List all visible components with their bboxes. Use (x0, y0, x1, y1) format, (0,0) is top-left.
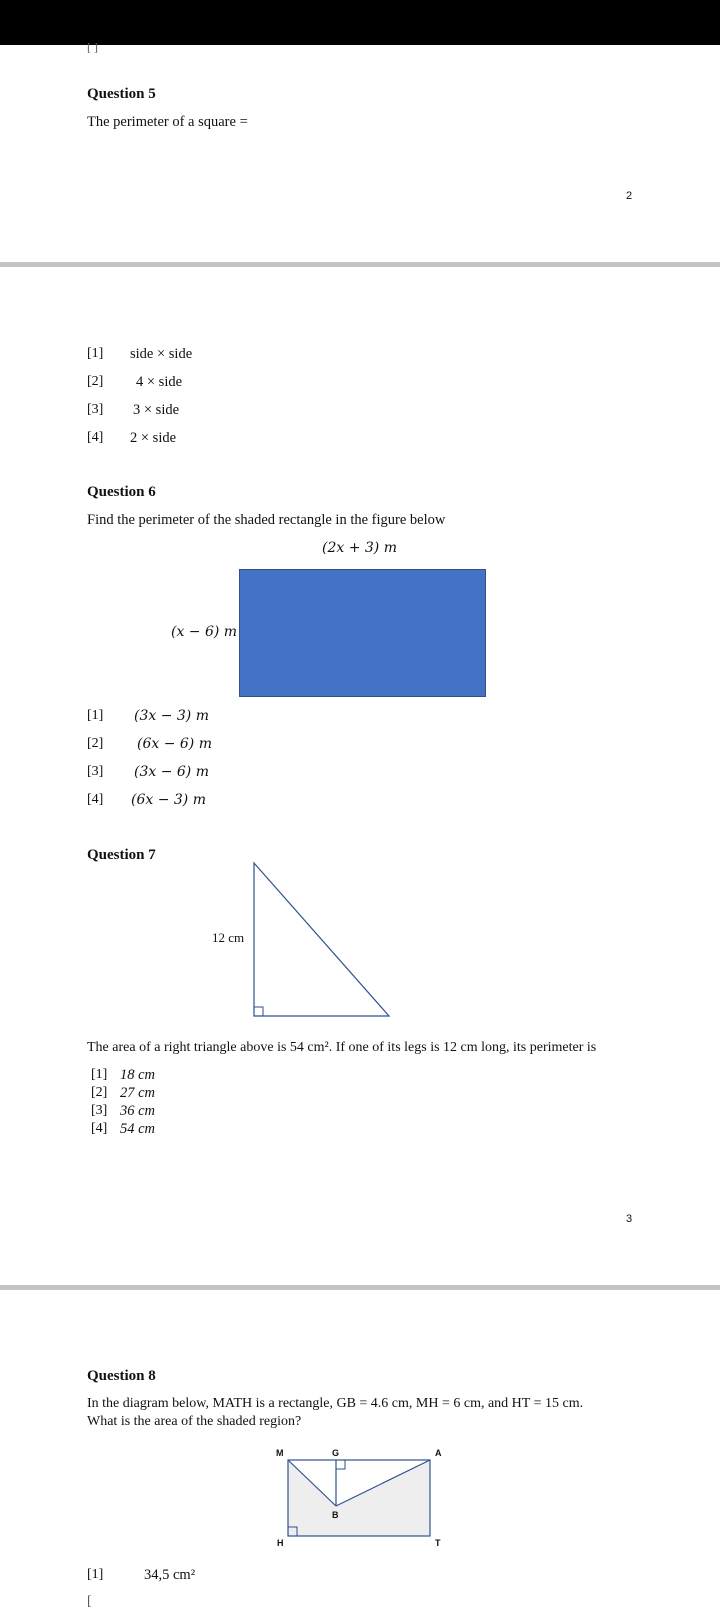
q8-option-1-text: 34,5 cm² (144, 1567, 196, 1583)
q6-option-1-number: [1] (87, 708, 104, 723)
question-8-prompt-line-1: In the diagram below, MATH is a rectangle, GB = 4.6 cm, MH = 6 cm, and HT = 15 cm. (87, 1396, 584, 1411)
q6-option-4-number: [4] (87, 792, 104, 807)
right-triangle (254, 863, 389, 1016)
top-bar (0, 0, 720, 45)
q5-option-4-text: 2 × side (130, 430, 177, 446)
q7-option-2-text: 27 cm (120, 1085, 156, 1101)
cut-off-text-fragment: [ ] (87, 40, 98, 54)
q5-option-3-text: 3 × side (133, 402, 180, 418)
q7-option-3-number: [3] (91, 1103, 108, 1118)
q6-option-4-text: (6x − 3) m (131, 792, 206, 808)
q5-option-1-text: side × side (130, 346, 193, 362)
page-number: 3 (626, 1213, 633, 1225)
rectangle-math-diagram (270, 1440, 450, 1552)
q6-option-3-number: [3] (87, 764, 104, 779)
q7-option-4-text: 54 cm (120, 1121, 156, 1137)
question-8-prompt-line-2: What is the area of the shaded region? (87, 1414, 302, 1429)
right-triangle-figure (250, 860, 392, 1018)
question-7-title: Question 7 (87, 847, 156, 863)
q5-option-3-number: [3] (87, 402, 104, 417)
q5-option-1-number: [1] (87, 346, 104, 361)
q5-option-2-number: [2] (87, 374, 104, 389)
q7-option-3-text: 36 cm (120, 1103, 156, 1119)
vertex-label-g: G (332, 1448, 340, 1458)
q6-option-1-text: (3x − 3) m (134, 708, 209, 724)
question-6-prompt: Find the perimeter of the shaded rectangle in the figure below (87, 512, 446, 528)
question-5-prompt: The perimeter of a square = (87, 114, 248, 130)
question-7-prompt: The area of a right triangle above is 54 cm². If one of its legs is 12 cm long, its perimeter is (87, 1040, 597, 1055)
q7-option-4-number: [4] (91, 1121, 108, 1136)
vertex-label-b: B (332, 1510, 339, 1520)
q5-option-2-text: 4 × side (136, 374, 183, 390)
q7-option-1-number: [1] (91, 1067, 108, 1082)
rectangle-side-label: (x − 6) m (171, 624, 238, 640)
right-angle-marker (254, 1007, 263, 1016)
q8-option-1-number: [1] (87, 1567, 104, 1582)
page-separator (0, 1285, 720, 1290)
q7-option-1-text: 18 cm (120, 1067, 156, 1083)
q5-option-4-number: [4] (87, 430, 104, 445)
page-separator (0, 262, 720, 267)
page-number: 2 (626, 190, 633, 202)
vertex-label-m: M (276, 1448, 284, 1458)
question-6-title: Question 6 (87, 484, 156, 500)
triangle-leg-label: 12 cm (212, 930, 245, 945)
right-angle-marker-g (336, 1460, 345, 1469)
q6-option-3-text: (3x − 6) m (134, 764, 209, 780)
question-5-title: Question 5 (87, 86, 156, 102)
shaded-region (288, 1460, 430, 1536)
vertex-label-t: T (435, 1538, 441, 1548)
q7-option-2-number: [2] (91, 1085, 108, 1100)
vertex-label-h: H (277, 1538, 284, 1548)
q6-option-2-number: [2] (87, 736, 104, 751)
q6-option-2-text: (6x − 6) m (137, 736, 212, 752)
question-8-title: Question 8 (87, 1368, 156, 1384)
rectangle-top-label: (2x + 3) m (322, 540, 397, 556)
vertex-label-a: A (435, 1448, 442, 1458)
shaded-rectangle (239, 569, 486, 697)
q8-option-2-cut-off: [ (87, 1594, 92, 1609)
